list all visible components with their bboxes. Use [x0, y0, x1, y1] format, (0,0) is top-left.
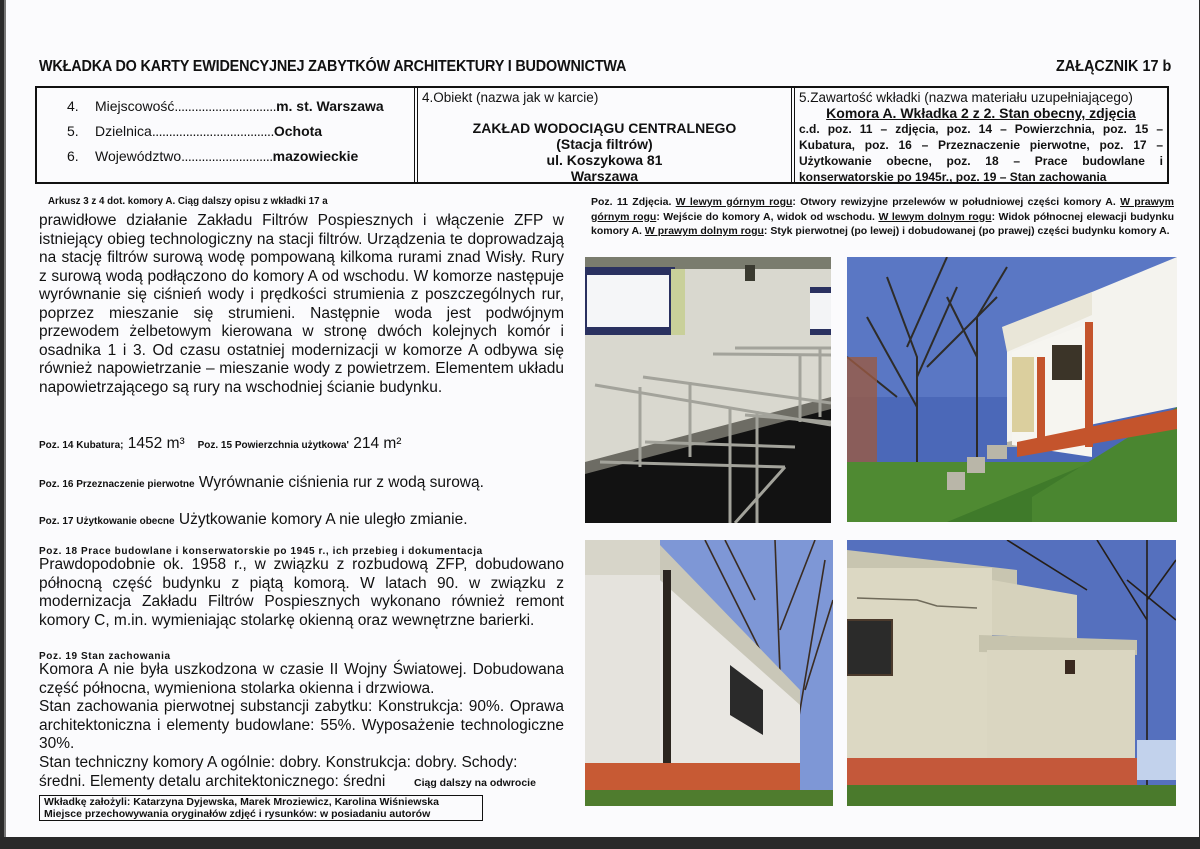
caption-top-right-label: W prawym górnym rogu	[591, 196, 1174, 223]
current-use-line	[39, 511, 564, 529]
works-heading: Poz. 18 Prace budowlane i konserwatorskie po 1945 r., ich przebieg i dokumentacja	[39, 546, 483, 557]
row-value: m. st. Warszawa	[276, 98, 384, 114]
photo-caption	[591, 195, 1174, 239]
storage-line: Miejsce przechowywania oryginałów zdjęć i rysunków: w posiadaniu autorów	[44, 808, 431, 820]
condition-paragraph-2: Stan zachowania pierwotnej substancji zabytku: Konstrukcja: 90%. Oprawa architektoniczna i elementy budowlane: 55%. Wyposażenie technologiczne 30%.	[39, 698, 564, 752]
caption-top-right-text: : Wejście do komory A, widok od wschodu.	[656, 210, 875, 223]
condition-text: Stan techniczny komory A ogólnie: dobry. Konstrukcja: dobry. Schody: średni. Elementy detalu architektonicznego: średni	[39, 754, 518, 790]
row-label: Województwo	[95, 148, 182, 164]
location-cell	[37, 88, 418, 182]
authors-line: Wkładkę założyli: Katarzyna Dyjewska, Marek Mroziewicz, Karolina Wiśniewska	[44, 796, 439, 808]
interior-railings-image	[585, 257, 831, 523]
entrance-east-image	[847, 257, 1177, 522]
object-city: Warszawa	[570, 168, 639, 184]
volume-value: 1452 m³	[127, 435, 185, 452]
caption-top-left-label: W lewym górnym rogu	[675, 196, 793, 208]
photo-north-elevation	[585, 540, 833, 806]
authors-box	[39, 795, 483, 821]
sheet-note: Arkusz 3 z 4 dot. komory A. Ciąg dalszy opisu z wkładki 17 a	[48, 195, 328, 207]
contents-title: Komora A. Wkładka 2 z 2. Stan obecny, zdjęcia	[826, 105, 1136, 121]
photo-interior-railings	[585, 257, 831, 523]
photo-entrance-east	[847, 257, 1177, 522]
contents-cell	[795, 88, 1167, 182]
header-table	[35, 86, 1169, 184]
row-dots: ....................................	[151, 123, 274, 139]
object-cell	[418, 88, 795, 182]
caption-bottom-right-text: : Styk pierwotnej (po lewej) i dobudowanej (po prawej) części budynku komory A.	[763, 225, 1170, 237]
object-label: 4.Obiekt (nazwa jak w karcie)	[422, 90, 599, 105]
row-value: mazowieckie	[272, 148, 359, 164]
caption-bottom-left-text: : Widok północnej elewacji budynku komory A.	[591, 210, 1174, 237]
object-subtitle: (Stacja filtrów)	[556, 136, 653, 152]
original-purpose-line	[39, 474, 564, 492]
volume-label: Poz. 14 Kubatura;	[39, 440, 124, 451]
row-label: Dzielnica	[95, 123, 152, 139]
current-use-label: Poz. 17 Użytkowanie obecne	[39, 516, 175, 527]
volume-area-line	[39, 435, 564, 453]
works-paragraph: Prawdopodobnie ok. 1958 r., w związku z rozbudową ZFP, dobudowano północną część budynku z piątą komorą. W latach 90. w związku z modernizacja Zakładu Filtrów Pospiesznych wykonano również remont komory C, m.in. wymieniając stolarkę okienną oraz wewnętrzne barierki.	[39, 556, 564, 629]
condition-paragraph-3	[39, 754, 564, 792]
row-number: 6.	[67, 148, 79, 164]
condition-paragraph-1: Komora A nie była uszkodzona w czasie II Wojny Światowej. Dobudowana część północna, wymieniona stolarka okienna i drzwiowa.	[39, 661, 564, 697]
continued-note: Ciąg dalszy na odwrocie	[413, 776, 536, 789]
caption-top-left-text: : Otwory rewizyjne przelewów w południowej części komory A.	[792, 196, 1116, 208]
row-number: 5.	[67, 123, 79, 139]
row-value: Ochota	[273, 123, 323, 139]
photo-building-junction	[847, 540, 1176, 806]
contents-description: c.d. poz. 11 – zdjęcia, poz. 14 – Powierzchnia, poz. 15 – Kubatura, poz. 16 – Przeznaczenie pierwotne, poz. 17 – Użytkowanie obecne, poz. 18 – Prace budowlane i konserwatorskie po 1945r., poz. 19 – Stan zachowania	[799, 122, 1163, 184]
scan-bottom-edge	[0, 837, 1200, 849]
object-name: ZAKŁAD WODOCIĄGU CENTRALNEGO	[472, 120, 737, 136]
condition-heading: Poz. 19 Stan zachowania	[39, 651, 171, 662]
description-paragraph: prawidłowe działanie Zakładu Filtrów Pospiesznych i włączenie ZFP w istniejący obieg technologiczny na stacji filtrów. Urządzenia te doprowadzają na stację filtrów surową wodę pompowaną kilkoma rurami znad Wisły. Rury z surową wodą podłączono do komory A od wschodu. W komorze następuje wyrównanie się ciśnień wody i prędkości strumienia z poszczególnych rur, poprzez mieszanie się strumieni. Następnie woda jest podwójnym przewodem żelbetowym kierowana w stronę dwóch kolejnych komór i osadnika 1 i 3. Od czasu ostatniej modernizacji w komorze A odbywa się również napowietrzanie – mieszanie wody z powietrzem. Elementem układu napowietrzającego są rury na wschodniej ścianie budynku.	[39, 212, 564, 396]
document-title: WKŁADKA DO KARTY EWIDENCYJNEJ ZABYTKÓW ARCHITEKTURY I BUDOWNICTWA	[39, 58, 627, 75]
row-number: 4.	[67, 98, 79, 114]
original-purpose-value: Wyrównanie ciśnienia rur z wodą surową.	[198, 474, 484, 491]
row-label: Miejscowość	[95, 98, 175, 114]
location-row-district	[67, 123, 322, 139]
annex-label: ZAŁĄCZNIK 17 b	[1056, 58, 1172, 75]
location-row-city	[67, 98, 384, 114]
row-dots: ...........................	[181, 148, 273, 164]
caption-bottom-left-label: W lewym dolnym rogu	[878, 210, 992, 223]
current-use-value: Użytkowanie komory A nie uległo zmianie.	[178, 511, 468, 528]
object-address: ul. Koszykowa 81	[546, 152, 663, 168]
document-page	[4, 0, 1199, 837]
location-row-voivodeship	[67, 148, 358, 164]
original-purpose-label: Poz. 16 Przeznaczenie pierwotne	[39, 479, 195, 490]
area-label: Poz. 15 Powierzchnia użytkowa'	[197, 440, 349, 451]
contents-label: 5.Zawartość wkładki (nazwa materiału uzupełniającego)	[799, 90, 1133, 105]
area-value: 214 m²	[353, 435, 402, 452]
caption-lead: Poz. 11 Zdjęcia.	[591, 196, 672, 208]
north-elevation-image	[585, 540, 833, 806]
row-dots: ..............................	[174, 98, 277, 114]
caption-bottom-right-label: W prawym dolnym rogu	[644, 225, 764, 237]
building-junction-image	[847, 540, 1176, 806]
